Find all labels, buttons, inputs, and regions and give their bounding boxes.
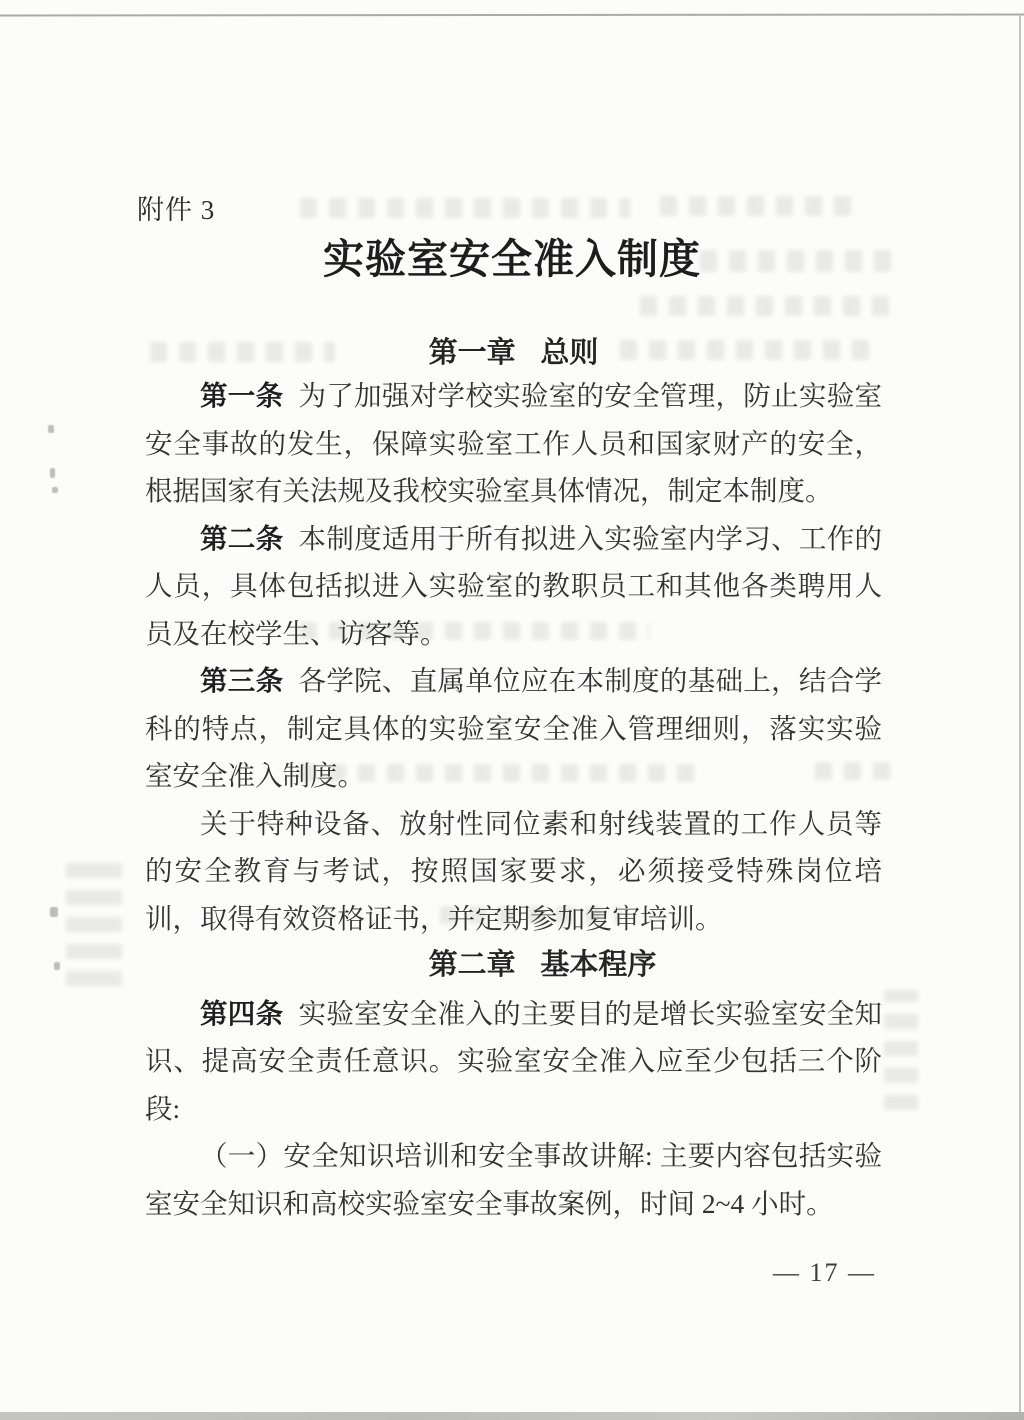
article-4-text: 实验室安全准入的主要目的是增长实验室安全知识、提高安全责任意识。实验室安全准入应至少包括三个阶段: [145, 997, 883, 1124]
scan-edge-top [0, 13, 1024, 16]
bleed-through-artifact [66, 856, 122, 986]
article-3-text: 各学院、直属单位应在本制度的基础上，结合学科的特点，制定具体的实验室安全准入管理细则，落实实验室安全准入制度。 [145, 665, 883, 791]
special-training-text: 关于特种设备、放射性同位素和射线装置的工作人员等的安全教育与考试，按照国家要求，必须接受特殊岗位培训，取得有效资格证书，并定期参加复审培训。 [145, 807, 882, 934]
scan-edge-right [1019, 14, 1021, 1417]
bleed-through-artifact [300, 198, 630, 218]
paragraph-special-training [145, 800, 882, 943]
paragraph-article-2 [145, 515, 882, 658]
document-title: 实验室安全准入制度 [323, 236, 701, 282]
article-2-text: 本制度适用于所有拟进入实验室内学习、工作的人员，具体包括拟进入实验室的教职员工和其他各类聘用人员及在校学生、访客等。 [145, 522, 883, 649]
article-1-number: 第一条 [200, 380, 284, 411]
bleed-through-artifact [640, 296, 890, 316]
scan-edge-bottom [0, 1412, 1024, 1420]
document-body [145, 372, 882, 1227]
chapter-1-name: 总则 [540, 337, 599, 369]
paragraph-article-1 [145, 372, 882, 515]
article-1-text: 为了加强对学校实验室的安全管理，防止实验室安全事故的发生，保障实验室工作人员和国家财产的安全，根据国家有关法规及我校实验室具体情况，制定本制度。 [145, 380, 883, 506]
scan-speck [48, 425, 54, 433]
chapter-1-number: 第一章 [428, 337, 516, 369]
page-number: — 17 — [773, 1258, 876, 1287]
article-3-number: 第三条 [200, 665, 284, 696]
paragraph-item-1 [145, 1132, 882, 1227]
scan-speck [50, 907, 58, 917]
attachment-label: 附件 3 [137, 195, 216, 225]
chapter-2-name: 基本程序 [540, 949, 657, 981]
scan-speck [54, 962, 60, 970]
bleed-through-artifact [660, 196, 860, 216]
chapter-1-heading [145, 330, 882, 371]
article-2-number: 第二条 [200, 522, 284, 554]
chapter-2-heading [145, 942, 882, 990]
scan-speck [50, 468, 55, 478]
item-1-text: （一）安全知识培训和安全事故讲解: 主要内容包括实验室安全知识和高校实验室安全事故案例，时间 2~4 小时。 [145, 1140, 882, 1219]
paragraph-article-4 [145, 990, 882, 1133]
bleed-through-artifact [884, 990, 918, 1110]
paragraph-article-3 [145, 657, 882, 800]
scan-speck [52, 487, 58, 493]
chapter-2-number: 第二章 [428, 949, 516, 981]
article-4-number: 第四条 [200, 997, 284, 1029]
